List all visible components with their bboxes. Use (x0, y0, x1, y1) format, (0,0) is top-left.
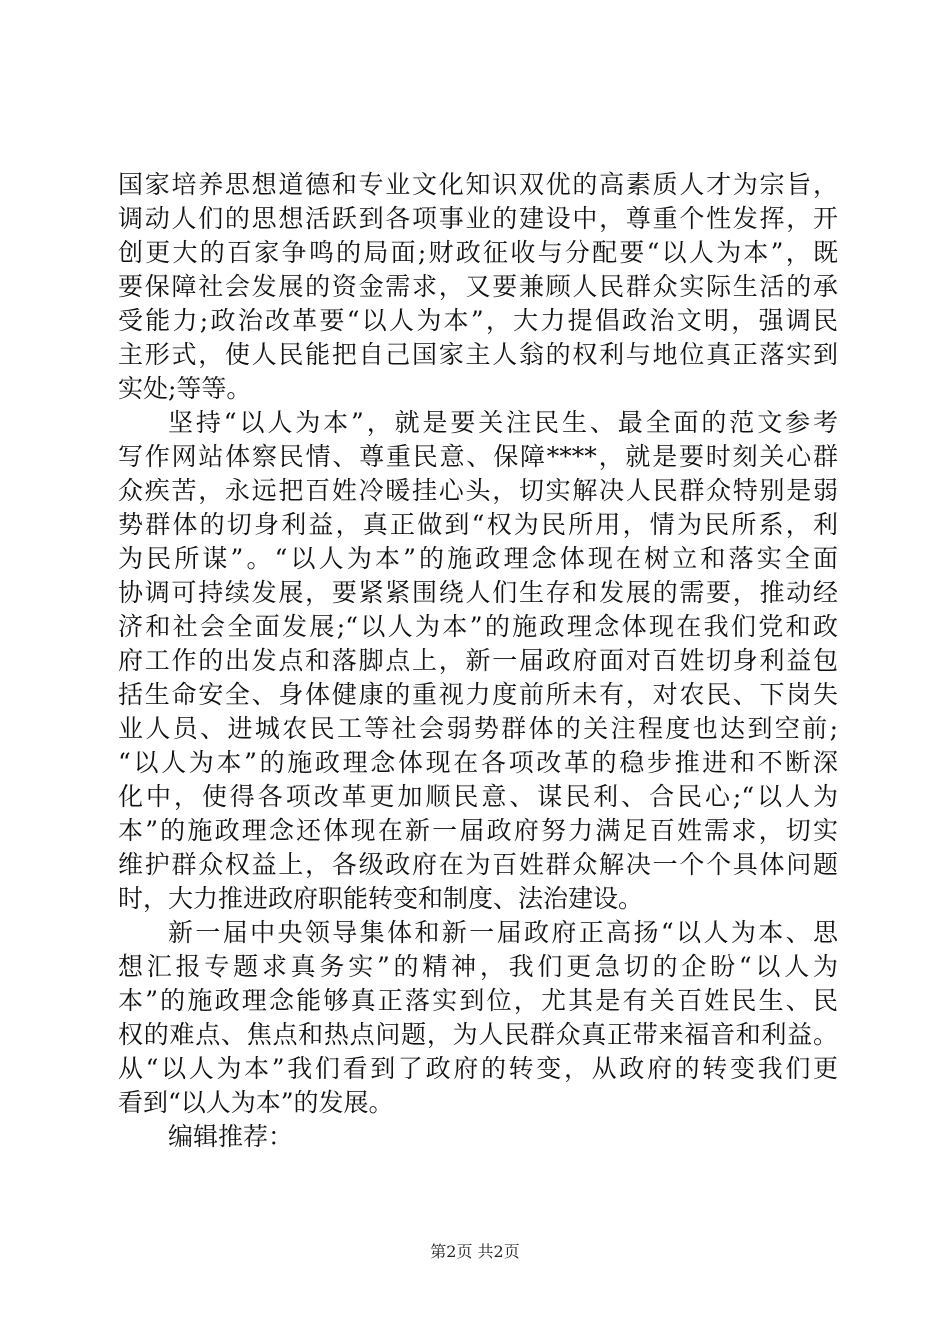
text-line: 坚持“以人为本”，就是要关注民生、最全面的范文参考 (168, 408, 838, 437)
text-line: 府工作的出发点和落脚点上，新一届政府面对百姓切身利益包 (118, 646, 838, 675)
text-line: 权的难点、焦点和热点问题，为人民群众真正带来福音和利益。 (118, 1020, 838, 1049)
paragraph-3 (118, 916, 838, 1120)
text-line: 调动人们的思想活跃到各项事业的建设中，尊重个性发挥，开 (118, 204, 838, 233)
text-line: 主形式，使人民能把自己国家主人翁的权利与地位真正落实到 (118, 340, 838, 369)
text-line: 看到“以人为本”的发展。 (118, 1088, 394, 1117)
text-line: 从“以人为本”我们看到了政府的转变，从政府的转变我们更 (118, 1054, 838, 1083)
text-line: 本”的施政理念能够真正落实到位，尤其是有关百姓民生、民 (118, 986, 838, 1015)
text-line: 化中，使得各项改革更加顺民意、谋民利、合民心;“以人为 (118, 782, 838, 811)
text-line: 众疾苦，永远把百姓冷暖挂心头，切实解决人民群众特别是弱 (118, 476, 838, 505)
text-line: 要保障社会发展的资金需求，又要兼顾人民群众实际生活的承 (118, 272, 838, 301)
page-number-footer: 第2页 共2页 (430, 1242, 520, 1261)
text-line: 势群体的切身利益，真正做到“权为民所用，情为民所系，利 (118, 510, 838, 539)
text-line: 新一届中央领导集体和新一届政府正高扬“以人为本、思 (168, 918, 838, 947)
text-line: 本”的施政理念还体现在新一届政府努力满足百姓需求，切实 (118, 816, 838, 845)
text-line: “以人为本”的施政理念体现在各项改革的稳步推进和不断深 (118, 748, 838, 777)
paragraph-4 (118, 1120, 838, 1154)
text-line: 国家培养思想道德和专业文化知识双优的高素质人才为宗旨， (118, 170, 838, 199)
document-body (118, 168, 838, 1154)
text-line: 业人员、进城农民工等社会弱势群体的关注程度也达到空前; (118, 714, 838, 743)
text-line: 受能力;政治改革要“以人为本”，大力提倡政治文明，强调民 (118, 306, 838, 335)
text-line: 实处;等等。 (118, 374, 252, 403)
text-line: 想汇报专题求真务实”的精神，我们更急切的企盼“以人为 (118, 952, 838, 981)
text-line: 维护群众权益上，各级政府在为百姓群众解决一个个具体问题 (118, 850, 838, 879)
text-line: 时，大力推进政府职能转变和制度、法治建设。 (118, 884, 644, 913)
paragraph-2 (118, 406, 838, 916)
text-line: 济和社会全面发展;“以人为本”的施政理念体现在我们党和政 (118, 612, 838, 641)
text-line: 写作网站体察民情、尊重民意、保障****，就是要时刻关心群 (118, 442, 838, 471)
editor-recommendation-label: 编辑推荐： (168, 1122, 294, 1151)
paragraph-1 (118, 168, 838, 406)
text-line: 括生命安全、身体健康的重视力度前所未有，对农民、下岗失 (118, 680, 838, 709)
text-line: 为民所谋”。“以人为本”的施政理念体现在树立和落实全面 (118, 544, 838, 573)
text-line: 协调可持续发展，要紧紧围绕人们生存和发展的需要，推动经 (118, 578, 838, 607)
text-line: 创更大的百家争鸣的局面;财政征收与分配要“以人为本”，既 (118, 238, 838, 267)
